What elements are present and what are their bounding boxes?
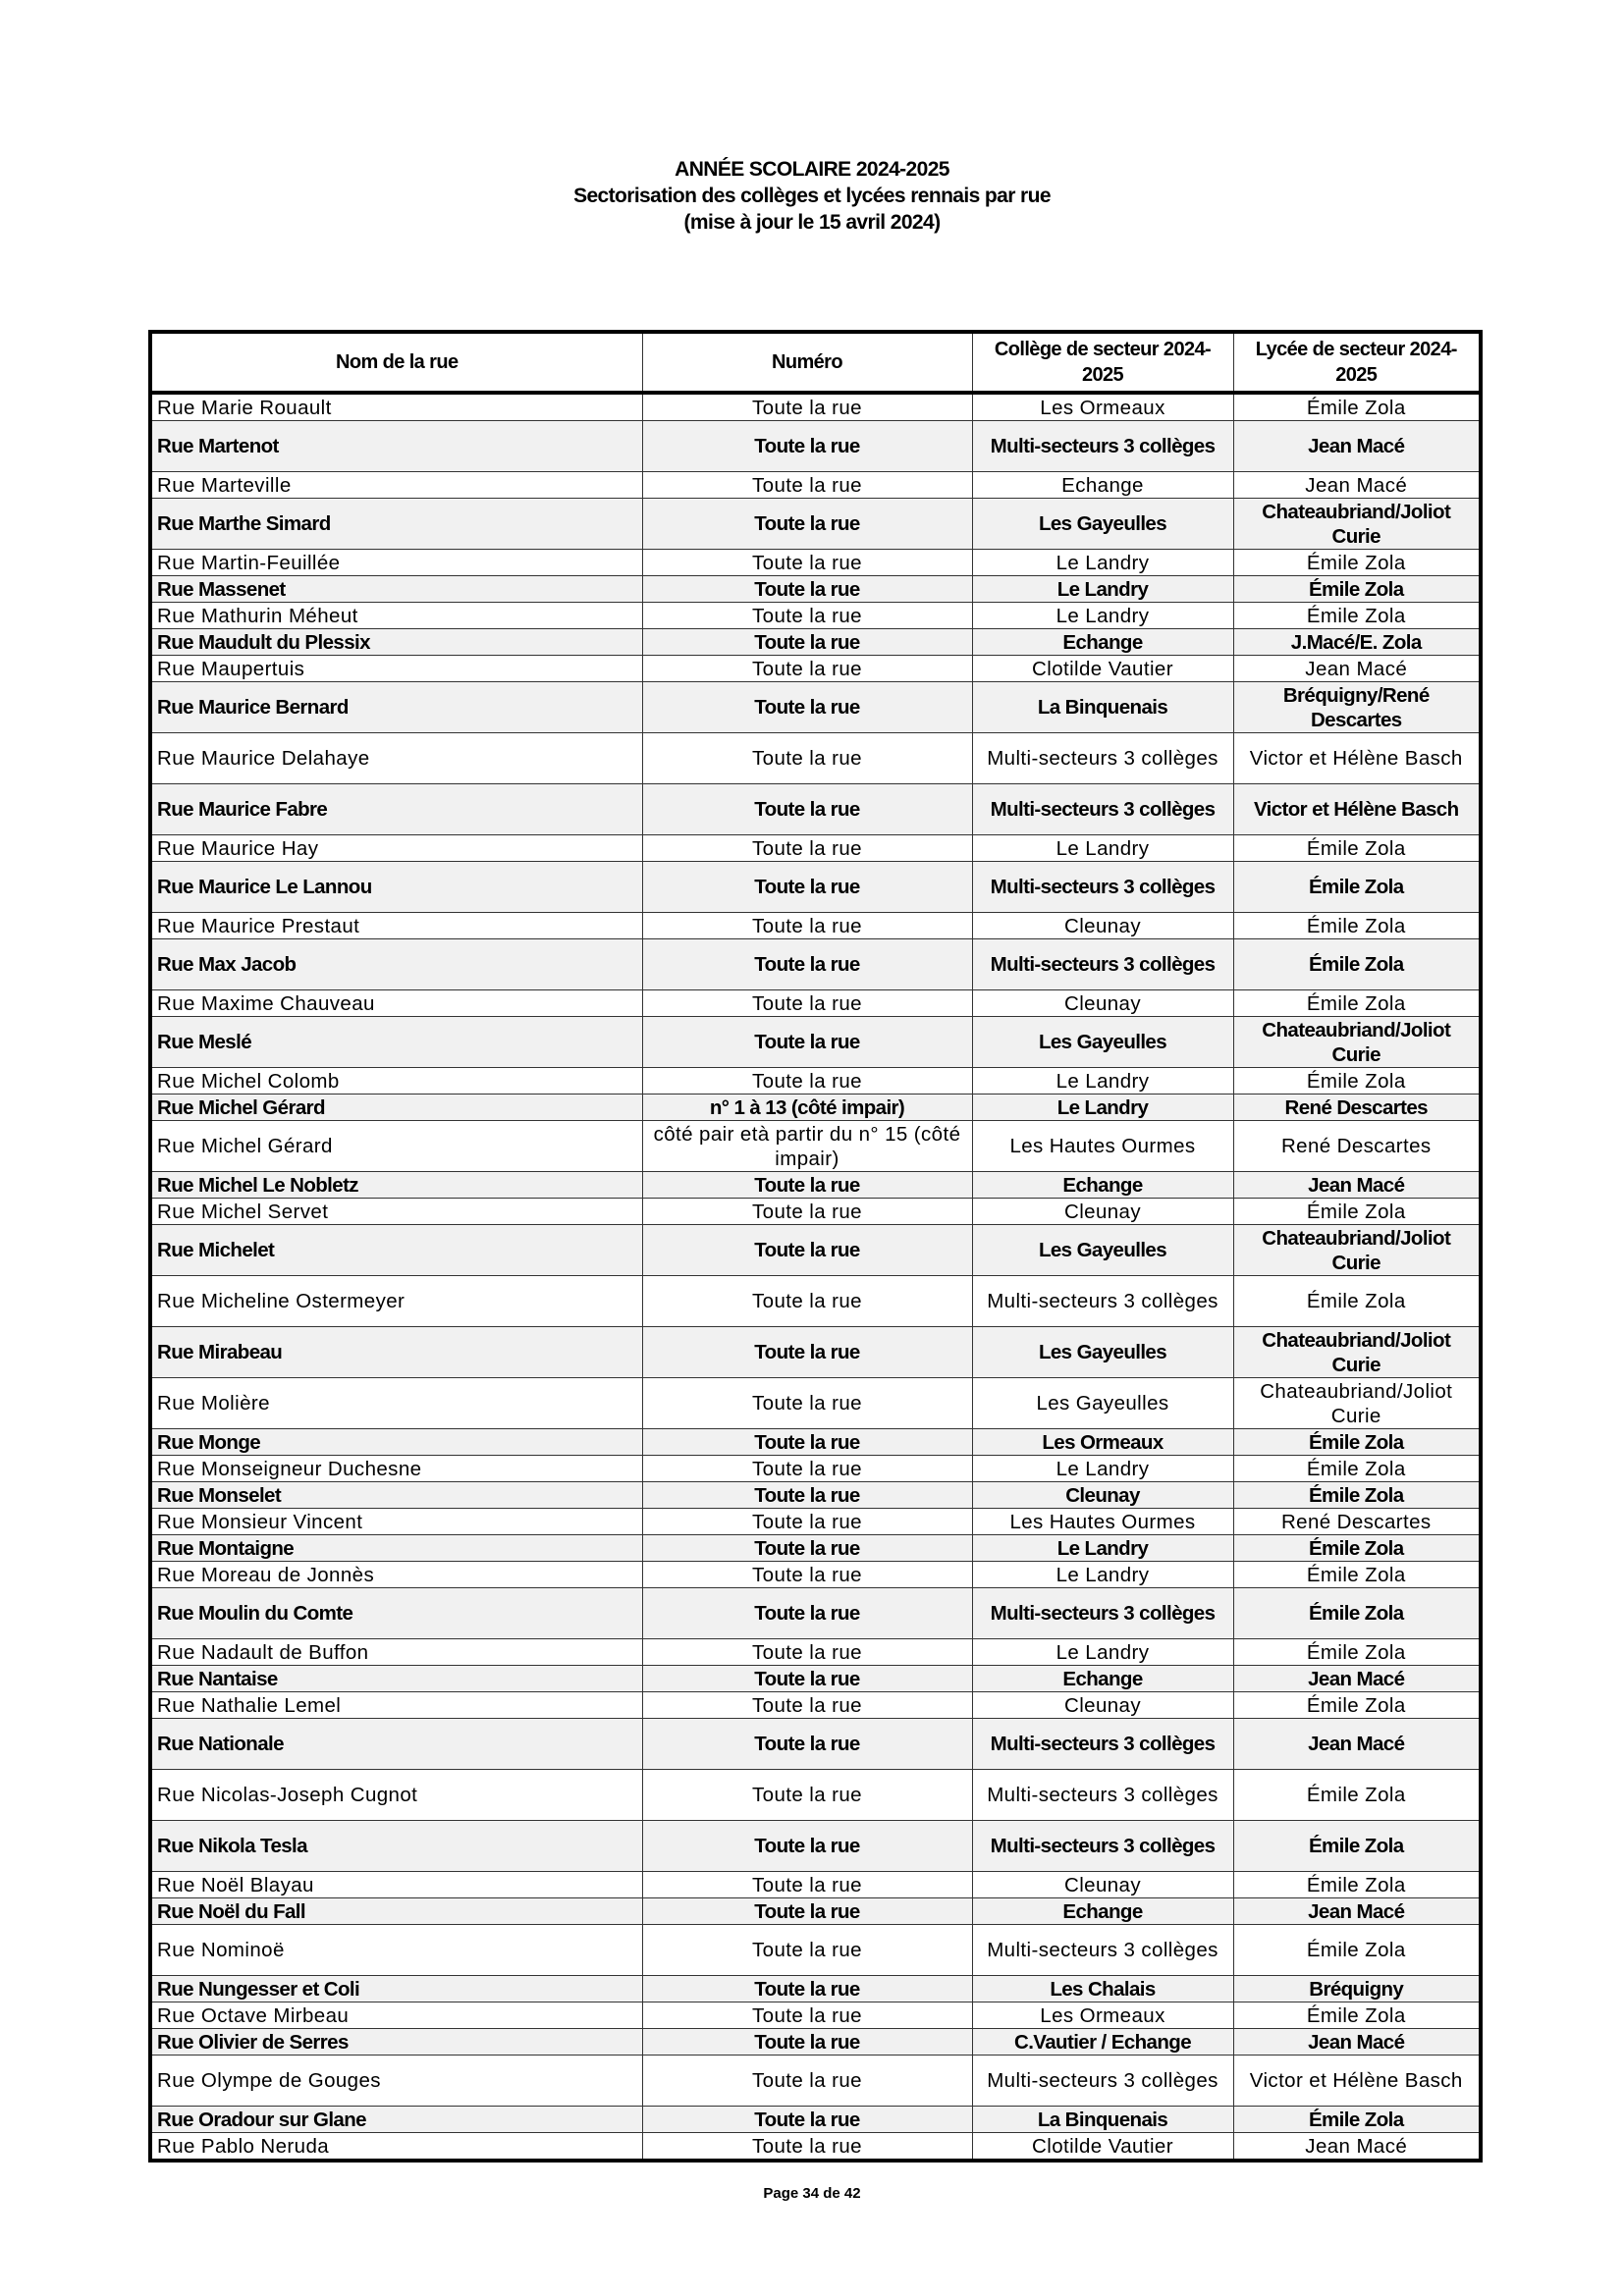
- cell-lycee: Émile Zola: [1233, 393, 1481, 421]
- cell-rue: Rue Noël Blayau: [150, 1872, 642, 1898]
- sectorisation-table: [148, 330, 1483, 2163]
- table-row: [150, 1017, 1481, 1068]
- cell-rue: Rue Micheline Ostermeyer: [150, 1276, 642, 1327]
- cell-numero: Toute la rue: [642, 862, 972, 913]
- cell-college: Cleunay: [972, 913, 1233, 939]
- cell-numero: Toute la rue: [642, 1068, 972, 1095]
- cell-numero: Toute la rue: [642, 576, 972, 603]
- cell-numero: Toute la rue: [642, 835, 972, 862]
- table-row: [150, 656, 1481, 682]
- cell-lycee: Émile Zola: [1233, 1456, 1481, 1482]
- cell-numero: Toute la rue: [642, 499, 972, 550]
- cell-college: Les Hautes Ourmes: [972, 1509, 1233, 1535]
- cell-lycee: Chateaubriand/Joliot Curie: [1233, 1225, 1481, 1276]
- cell-numero: Toute la rue: [642, 1639, 972, 1666]
- cell-numero: côté pair età partir du n° 15 (côté impair): [642, 1121, 972, 1172]
- cell-college: Le Landry: [972, 1535, 1233, 1562]
- table-row: [150, 1456, 1481, 1482]
- cell-college: Le Landry: [972, 835, 1233, 862]
- cell-lycee: Émile Zola: [1233, 576, 1481, 603]
- table-row: [150, 2056, 1481, 2107]
- cell-numero: Toute la rue: [642, 2029, 972, 2056]
- cell-rue: Rue Marie Rouault: [150, 393, 642, 421]
- table-row: [150, 784, 1481, 835]
- cell-lycee: Bréquigny/René Descartes: [1233, 682, 1481, 733]
- cell-college: Multi-secteurs 3 collèges: [972, 1276, 1233, 1327]
- cell-college: Echange: [972, 1172, 1233, 1199]
- cell-rue: Rue Nadault de Buffon: [150, 1639, 642, 1666]
- cell-rue: Rue Maurice Fabre: [150, 784, 642, 835]
- cell-rue: Rue Michel Gérard: [150, 1095, 642, 1121]
- cell-lycee: Émile Zola: [1233, 2002, 1481, 2029]
- cell-college: Le Landry: [972, 1456, 1233, 1482]
- cell-rue: Rue Moulin du Comte: [150, 1588, 642, 1639]
- table-row: [150, 1898, 1481, 1925]
- cell-numero: Toute la rue: [642, 550, 972, 576]
- cell-rue: Rue Mirabeau: [150, 1327, 642, 1378]
- cell-lycee: Émile Zola: [1233, 1199, 1481, 1225]
- table-row: [150, 682, 1481, 733]
- cell-lycee: Émile Zola: [1233, 862, 1481, 913]
- cell-lycee: Émile Zola: [1233, 913, 1481, 939]
- cell-college: Multi-secteurs 3 collèges: [972, 784, 1233, 835]
- table-row: [150, 421, 1481, 472]
- cell-numero: Toute la rue: [642, 784, 972, 835]
- table-row: [150, 629, 1481, 656]
- page-number: Page 34 de 42: [763, 2185, 861, 2202]
- cell-rue: Rue Meslé: [150, 1017, 642, 1068]
- cell-numero: Toute la rue: [642, 1327, 972, 1378]
- cell-college: Le Landry: [972, 1639, 1233, 1666]
- cell-rue: Rue Max Jacob: [150, 939, 642, 990]
- cell-rue: Rue Michel Gérard: [150, 1121, 642, 1172]
- cell-numero: Toute la rue: [642, 1482, 972, 1509]
- cell-rue: Rue Mathurin Méheut: [150, 603, 642, 629]
- table-row: [150, 2029, 1481, 2056]
- cell-lycee: Émile Zola: [1233, 1482, 1481, 1509]
- cell-college: Multi-secteurs 3 collèges: [972, 1770, 1233, 1821]
- cell-numero: Toute la rue: [642, 1225, 972, 1276]
- cell-numero: Toute la rue: [642, 1821, 972, 1872]
- table-row: [150, 1770, 1481, 1821]
- cell-rue: Rue Monseigneur Duchesne: [150, 1456, 642, 1482]
- cell-lycee: Émile Zola: [1233, 1588, 1481, 1639]
- cell-college: Les Gayeulles: [972, 1327, 1233, 1378]
- cell-college: Multi-secteurs 3 collèges: [972, 1925, 1233, 1976]
- cell-college: La Binquenais: [972, 682, 1233, 733]
- cell-lycee: J.Macé/E. Zola: [1233, 629, 1481, 656]
- table-row: [150, 1692, 1481, 1719]
- cell-numero: Toute la rue: [642, 1925, 972, 1976]
- cell-lycee: Émile Zola: [1233, 939, 1481, 990]
- cell-lycee: Jean Macé: [1233, 472, 1481, 499]
- cell-rue: Rue Maupertuis: [150, 656, 642, 682]
- table-row: [150, 1666, 1481, 1692]
- cell-numero: Toute la rue: [642, 1562, 972, 1588]
- table-row: [150, 1872, 1481, 1898]
- cell-numero: Toute la rue: [642, 1509, 972, 1535]
- cell-college: Echange: [972, 1898, 1233, 1925]
- cell-numero: Toute la rue: [642, 421, 972, 472]
- table-row: [150, 862, 1481, 913]
- cell-lycee: Émile Zola: [1233, 1821, 1481, 1872]
- cell-lycee: Émile Zola: [1233, 1276, 1481, 1327]
- cell-rue: Rue Martenot: [150, 421, 642, 472]
- cell-rue: Rue Octave Mirbeau: [150, 2002, 642, 2029]
- cell-college: Multi-secteurs 3 collèges: [972, 2056, 1233, 2107]
- cell-lycee: Chateaubriand/Joliot Curie: [1233, 1378, 1481, 1429]
- cell-rue: Rue Massenet: [150, 576, 642, 603]
- table-row: [150, 835, 1481, 862]
- cell-rue: Rue Michel Colomb: [150, 1068, 642, 1095]
- table-row: [150, 550, 1481, 576]
- cell-numero: Toute la rue: [642, 1199, 972, 1225]
- cell-numero: Toute la rue: [642, 2056, 972, 2107]
- cell-numero: Toute la rue: [642, 1898, 972, 1925]
- cell-lycee: Jean Macé: [1233, 1719, 1481, 1770]
- cell-lycee: Émile Zola: [1233, 603, 1481, 629]
- cell-lycee: Jean Macé: [1233, 421, 1481, 472]
- table-row: [150, 2002, 1481, 2029]
- cell-rue: Rue Maurice Bernard: [150, 682, 642, 733]
- cell-rue: Rue Nathalie Lemel: [150, 1692, 642, 1719]
- table-row: [150, 1719, 1481, 1770]
- cell-lycee: Jean Macé: [1233, 1898, 1481, 1925]
- cell-rue: Rue Nominoë: [150, 1925, 642, 1976]
- table-row: [150, 1121, 1481, 1172]
- table-row: [150, 576, 1481, 603]
- cell-lycee: Jean Macé: [1233, 1172, 1481, 1199]
- cell-numero: Toute la rue: [642, 603, 972, 629]
- cell-lycee: Émile Zola: [1233, 835, 1481, 862]
- cell-lycee: Chateaubriand/Joliot Curie: [1233, 499, 1481, 550]
- cell-rue: Rue Nikola Tesla: [150, 1821, 642, 1872]
- table-row: [150, 1976, 1481, 2002]
- cell-rue: Rue Maurice Delahaye: [150, 733, 642, 784]
- cell-college: La Binquenais: [972, 2107, 1233, 2133]
- cell-lycee: Émile Zola: [1233, 1562, 1481, 1588]
- cell-lycee: Jean Macé: [1233, 2133, 1481, 2162]
- cell-lycee: Émile Zola: [1233, 1429, 1481, 1456]
- cell-numero: Toute la rue: [642, 1535, 972, 1562]
- table-row: [150, 990, 1481, 1017]
- cell-lycee: Jean Macé: [1233, 656, 1481, 682]
- cell-numero: Toute la rue: [642, 1692, 972, 1719]
- cell-numero: Toute la rue: [642, 1017, 972, 1068]
- document-header: [0, 156, 1624, 236]
- cell-lycee: Émile Zola: [1233, 1925, 1481, 1976]
- cell-rue: Rue Michel Servet: [150, 1199, 642, 1225]
- table-row: [150, 1068, 1481, 1095]
- cell-numero: Toute la rue: [642, 913, 972, 939]
- cell-college: C.Vautier / Echange: [972, 2029, 1233, 2056]
- cell-college: Le Landry: [972, 576, 1233, 603]
- cell-rue: Rue Pablo Neruda: [150, 2133, 642, 2162]
- cell-rue: Rue Nantaise: [150, 1666, 642, 1692]
- cell-college: Multi-secteurs 3 collèges: [972, 733, 1233, 784]
- cell-college: Cleunay: [972, 1199, 1233, 1225]
- cell-lycee: Émile Zola: [1233, 1692, 1481, 1719]
- cell-numero: Toute la rue: [642, 2002, 972, 2029]
- cell-lycee: Jean Macé: [1233, 2029, 1481, 2056]
- cell-college: Cleunay: [972, 990, 1233, 1017]
- cell-college: Le Landry: [972, 1068, 1233, 1095]
- cell-college: Multi-secteurs 3 collèges: [972, 421, 1233, 472]
- cell-lycee: Émile Zola: [1233, 1639, 1481, 1666]
- cell-numero: Toute la rue: [642, 1770, 972, 1821]
- cell-numero: Toute la rue: [642, 472, 972, 499]
- cell-lycee: Chateaubriand/Joliot Curie: [1233, 1017, 1481, 1068]
- cell-lycee: René Descartes: [1233, 1509, 1481, 1535]
- cell-numero: Toute la rue: [642, 733, 972, 784]
- cell-rue: Rue Martin-Feuillée: [150, 550, 642, 576]
- column-header-lycee: Lycée de secteur 2024-2025: [1233, 332, 1481, 393]
- cell-rue: Rue Maurice Hay: [150, 835, 642, 862]
- cell-college: Multi-secteurs 3 collèges: [972, 939, 1233, 990]
- table-row: [150, 1172, 1481, 1199]
- cell-numero: Toute la rue: [642, 2133, 972, 2162]
- cell-rue: Rue Oradour sur Glane: [150, 2107, 642, 2133]
- cell-rue: Rue Maxime Chauveau: [150, 990, 642, 1017]
- cell-lycee: Chateaubriand/Joliot Curie: [1233, 1327, 1481, 1378]
- cell-lycee: Jean Macé: [1233, 1666, 1481, 1692]
- cell-numero: Toute la rue: [642, 1666, 972, 1692]
- cell-rue: Rue Maurice Prestaut: [150, 913, 642, 939]
- table-row: [150, 733, 1481, 784]
- cell-lycee: Émile Zola: [1233, 1068, 1481, 1095]
- cell-rue: Rue Monge: [150, 1429, 642, 1456]
- cell-numero: Toute la rue: [642, 1976, 972, 2002]
- cell-rue: Rue Molière: [150, 1378, 642, 1429]
- cell-rue: Rue Moreau de Jonnès: [150, 1562, 642, 1588]
- table-body: [150, 393, 1481, 2161]
- cell-numero: Toute la rue: [642, 1378, 972, 1429]
- column-header-college: Collège de secteur 2024-2025: [972, 332, 1233, 393]
- cell-college: Multi-secteurs 3 collèges: [972, 1821, 1233, 1872]
- cell-college: Echange: [972, 629, 1233, 656]
- cell-rue: Rue Monselet: [150, 1482, 642, 1509]
- cell-college: Multi-secteurs 3 collèges: [972, 862, 1233, 913]
- table-row: [150, 472, 1481, 499]
- cell-rue: Rue Nicolas-Joseph Cugnot: [150, 1770, 642, 1821]
- cell-rue: Rue Maudult du Plessix: [150, 629, 642, 656]
- cell-numero: Toute la rue: [642, 1172, 972, 1199]
- cell-rue: Rue Marteville: [150, 472, 642, 499]
- cell-numero: Toute la rue: [642, 393, 972, 421]
- table-row: [150, 1482, 1481, 1509]
- cell-lycee: Émile Zola: [1233, 1872, 1481, 1898]
- cell-rue: Rue Noël du Fall: [150, 1898, 642, 1925]
- cell-numero: Toute la rue: [642, 629, 972, 656]
- cell-lycee: Bréquigny: [1233, 1976, 1481, 2002]
- cell-rue: Rue Marthe Simard: [150, 499, 642, 550]
- cell-college: Les Hautes Ourmes: [972, 1121, 1233, 1172]
- table-row: [150, 1429, 1481, 1456]
- cell-college: Le Landry: [972, 1562, 1233, 1588]
- cell-numero: Toute la rue: [642, 939, 972, 990]
- table-row: [150, 1378, 1481, 1429]
- cell-college: Clotilde Vautier: [972, 656, 1233, 682]
- cell-lycee: Émile Zola: [1233, 1770, 1481, 1821]
- cell-college: Le Landry: [972, 550, 1233, 576]
- cell-rue: Rue Maurice Le Lannou: [150, 862, 642, 913]
- table-row: [150, 1588, 1481, 1639]
- cell-lycee: Émile Zola: [1233, 1535, 1481, 1562]
- cell-rue: Rue Nationale: [150, 1719, 642, 1770]
- table-row: [150, 1095, 1481, 1121]
- table-row: [150, 1925, 1481, 1976]
- cell-numero: Toute la rue: [642, 1719, 972, 1770]
- cell-numero: Toute la rue: [642, 1429, 972, 1456]
- cell-college: Cleunay: [972, 1482, 1233, 1509]
- table-row: [150, 1639, 1481, 1666]
- cell-college: Cleunay: [972, 1692, 1233, 1719]
- cell-college: Multi-secteurs 3 collèges: [972, 1719, 1233, 1770]
- table-row: [150, 1225, 1481, 1276]
- cell-college: Les Gayeulles: [972, 1017, 1233, 1068]
- table-row: [150, 1535, 1481, 1562]
- table-row: [150, 499, 1481, 550]
- cell-numero: Toute la rue: [642, 1872, 972, 1898]
- cell-college: Les Gayeulles: [972, 1225, 1233, 1276]
- cell-rue: Rue Michelet: [150, 1225, 642, 1276]
- column-header-numero: Numéro: [642, 332, 972, 393]
- cell-rue: Rue Nungesser et Coli: [150, 1976, 642, 2002]
- cell-numero: n° 1 à 13 (côté impair): [642, 1095, 972, 1121]
- update-date: (mise à jour le 15 avril 2024): [683, 211, 941, 234]
- cell-college: Le Landry: [972, 1095, 1233, 1121]
- cell-lycee: Émile Zola: [1233, 990, 1481, 1017]
- cell-rue: Rue Olympe de Gouges: [150, 2056, 642, 2107]
- cell-numero: Toute la rue: [642, 1456, 972, 1482]
- cell-lycee: Victor et Hélène Basch: [1233, 2056, 1481, 2107]
- cell-college: Les Gayeulles: [972, 1378, 1233, 1429]
- cell-lycee: René Descartes: [1233, 1095, 1481, 1121]
- cell-college: Les Ormeaux: [972, 1429, 1233, 1456]
- cell-numero: Toute la rue: [642, 1588, 972, 1639]
- table-row: [150, 1562, 1481, 1588]
- table-row: [150, 1327, 1481, 1378]
- cell-college: Clotilde Vautier: [972, 2133, 1233, 2162]
- cell-rue: Rue Olivier de Serres: [150, 2029, 642, 2056]
- cell-rue: Rue Michel Le Nobletz: [150, 1172, 642, 1199]
- cell-college: Les Ormeaux: [972, 2002, 1233, 2029]
- cell-numero: Toute la rue: [642, 990, 972, 1017]
- cell-college: Echange: [972, 472, 1233, 499]
- document-subtitle: Sectorisation des collèges et lycées rennais par rue: [573, 185, 1051, 207]
- cell-college: Les Chalais: [972, 1976, 1233, 2002]
- table-header-row: [150, 332, 1481, 393]
- cell-numero: Toute la rue: [642, 2107, 972, 2133]
- table-row: [150, 2133, 1481, 2162]
- cell-lycee: Victor et Hélène Basch: [1233, 784, 1481, 835]
- table-row: [150, 1509, 1481, 1535]
- cell-college: Les Ormeaux: [972, 393, 1233, 421]
- cell-lycee: Émile Zola: [1233, 550, 1481, 576]
- cell-college: Echange: [972, 1666, 1233, 1692]
- cell-numero: Toute la rue: [642, 1276, 972, 1327]
- table-row: [150, 393, 1481, 421]
- table-row: [150, 603, 1481, 629]
- table-row: [150, 913, 1481, 939]
- cell-college: Les Gayeulles: [972, 499, 1233, 550]
- table-row: [150, 2107, 1481, 2133]
- cell-college: Le Landry: [972, 603, 1233, 629]
- cell-numero: Toute la rue: [642, 656, 972, 682]
- school-year-title: ANNÉE SCOLAIRE 2024-2025: [675, 158, 949, 181]
- table-row: [150, 939, 1481, 990]
- table-row: [150, 1821, 1481, 1872]
- cell-lycee: Émile Zola: [1233, 2107, 1481, 2133]
- cell-college: Multi-secteurs 3 collèges: [972, 1588, 1233, 1639]
- table-row: [150, 1276, 1481, 1327]
- cell-college: Cleunay: [972, 1872, 1233, 1898]
- table-row: [150, 1199, 1481, 1225]
- cell-lycee: Victor et Hélène Basch: [1233, 733, 1481, 784]
- cell-rue: Rue Montaigne: [150, 1535, 642, 1562]
- cell-numero: Toute la rue: [642, 682, 972, 733]
- column-header-rue: Nom de la rue: [150, 332, 642, 393]
- cell-rue: Rue Monsieur Vincent: [150, 1509, 642, 1535]
- cell-lycee: René Descartes: [1233, 1121, 1481, 1172]
